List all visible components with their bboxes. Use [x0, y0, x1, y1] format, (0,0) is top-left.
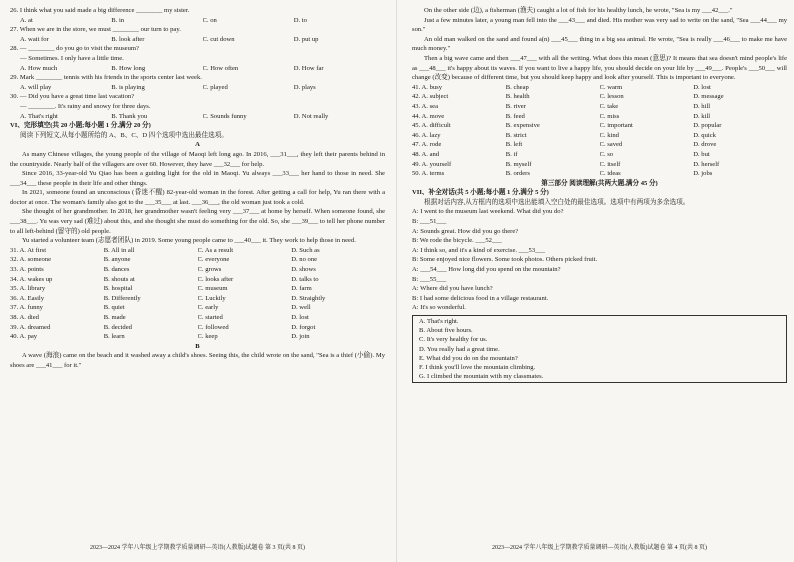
dialog-line: A: ___54___ How long did you spend on the mountain? [412, 266, 561, 274]
option: C. on [202, 16, 217, 24]
question-30: 30. — Did you have a great time last vacation? [10, 93, 135, 101]
question-27: 27. When we are in the store, we must ________ our turn to pay. [10, 26, 181, 34]
options-38: 38. A. died B. made C. started D. lost [10, 314, 309, 321]
section-6-instructions: 阅读下列短文,从每小题所给的 A、B、C、D 四个选项中选出最佳选项。 [20, 131, 228, 139]
choice-item: D. You really had a great time. [419, 345, 500, 353]
option: B. is playing [111, 83, 145, 91]
dialog-line: A: I think so, and it's a kind of exercise. ___53___ [412, 246, 546, 254]
option: D. How far [293, 64, 324, 72]
passage-b-para: A wave (海浪) came on the beach and it washed away a child's shoes. Seeing this, the child wrote on the sand, "Sea is a thief (小偷). My shoes are ___41___ for it." [10, 352, 385, 369]
cloze-options-41-50 [412, 83, 787, 179]
dialog-line: B: Some enjoyed nice flowers. Some took photos. Others picked fruit. [412, 256, 598, 264]
exam-page-4 [412, 6, 787, 556]
passage-a-para: She thought of her grandmother. In 2018, her grandmother wasn't feeling very ___37___ at home by herself. When someone found, she ___38___. Yu was very sad (难过) about this, and she thought she must do something for the old. So, she ___39___ to tell her phone number to all left-behind (留守的) old people. [10, 208, 385, 235]
exam-page-3 [10, 6, 385, 556]
passage-a-para: As many Chinese villages, the young people of the village of Maoqi left long ago. In 2016, ___31___, they left their parents behind in the countryside. Nearly half of the villagers are over 60. However, they have ___32___ for help. [10, 150, 385, 168]
section-6-title: VI、完形填空(共 20 小题;每小题 1 分,满分 20 分) [10, 122, 151, 130]
option: C. played [202, 83, 228, 91]
passage-b-para: An old man walked on the sand and found a(n) ___45___ thing in a big sea animal. He wrote, "Sea is really ___46___ to make me have much money." [412, 35, 787, 53]
option: A. at [20, 16, 33, 24]
passage-b-para: On the other side (边), a fisherman (渔夫) caught a lot of fish for his healthy lunch, he wrote, "Sea is my ___42___." [424, 7, 733, 14]
options-45: 45. A. difficult B. expensive C. important D. popular [412, 122, 722, 130]
option: B. Thank you [111, 112, 148, 120]
dialog-line: A: Where did you have lunch? [412, 285, 493, 293]
passage-a-label: A [195, 141, 200, 149]
option: B. look after [111, 35, 145, 43]
question-26: 26. I think what you said made a big difference ________ my sister. [10, 7, 190, 14]
options-26 [10, 16, 385, 26]
options-35: 35. A. library B. hospital C. museum D. farm [10, 285, 312, 293]
option: A. will play [20, 83, 52, 91]
dialog-line: A: I went to the museum last weekend. What did you do? [412, 208, 564, 216]
options-34: 34. A. wakes up B. shouts at C. looks after D. talks to [10, 275, 319, 283]
question-30-reply: — ________. It's rainy and snowy for three days. [20, 102, 151, 110]
options-49: 49. A. yourself B. myself C. itself D. herself [412, 160, 720, 168]
options-31: 31. A. At first B. All in all C. As a result D. Such as [10, 246, 320, 254]
option: A. How much [20, 64, 58, 72]
question-29: 29. Mark ________ tennis with his friends in the sports center last week. [10, 74, 202, 82]
cloze-options-31-40 [10, 246, 385, 342]
choice-item: C. It's very healthy for us. [419, 336, 488, 344]
option: D. put up [293, 35, 319, 43]
options-42: 42. A. subject B. health C. lesson D. message [412, 93, 724, 101]
option: C. cut down [202, 35, 235, 43]
options-50: 50. A. terms B. orders C. ideas D. jobs [412, 170, 713, 178]
options-43: 43. A. sea B. river C. take D. hill [412, 102, 711, 110]
options-27 [10, 35, 385, 45]
options-36: 36. A. Easily B. Differently C. Luckily D. Straightly [10, 294, 326, 302]
dialog-line: A: Sounds great. How did you go there? [412, 227, 519, 235]
options-44: 44. A. move B. feed C. miss D. kill [412, 112, 711, 120]
options-39: 39. A. dreamed B. decided C. followed D. forgot [10, 323, 316, 331]
page-footer: 2023—2024 学年八年级上学期教学质量调研—英语(人教版)试题卷 第 3 页(共 8 页) [90, 545, 305, 552]
option: C. How often [202, 64, 239, 72]
dialog-line: B: ___55___ [412, 275, 447, 283]
passage-a-para: Yu started a volunteer team (志愿者团队) in 2019. Some young people came to ___40___ it. They work to help those in need. [22, 237, 356, 245]
dialog-line: B: We rode the bicycle. ___52___ [412, 237, 502, 245]
page-divider [396, 0, 397, 562]
passage-b-label: B [195, 342, 200, 350]
options-37: 37. A. funny B. quiet C. early D. well [10, 304, 311, 312]
option: D. plays [293, 83, 316, 91]
choice-item: A. That's right. [419, 318, 459, 325]
page-footer: 2023—2024 学年八年级上学期教学质量调研—英语(人教版)试题卷 第 4 页(共 8 页) [492, 545, 707, 552]
options-40: 40. A. pay B. learn C. keep D. join [10, 333, 310, 341]
passage-b-para: Then a big wave came and then ___47___ with all the writing. What does this mean (意思)? It means that sea doesn't mind people's life as ___48___ it's happy about its waves. If you want to live a happy life, you should decide on your life by ___49___. People's ___50___ will change (改变) because of different time, but you should keep happy and look after yourself. This is important to everyone. [412, 54, 787, 82]
question-28: 28. — ________ do you go to visit the museum? [10, 45, 139, 53]
option: B. How long [111, 64, 146, 72]
choices-box [412, 315, 787, 383]
choice-item: E. What did you do on the mountain? [419, 354, 518, 362]
section-7-title: VII、补全对话(共 5 小题;每小题 1 分,满分 5 分) [412, 189, 549, 197]
options-32: 32. A. someone B. anyone C. everyone D. no one [10, 256, 318, 264]
options-47: 47. A. rode B. left C. saved D. drove [412, 141, 717, 149]
dialog-line: B: I had some delicious food in a village restaurant. [412, 294, 549, 302]
option: B. in [111, 16, 125, 24]
dialog-line: A: It's so wonderful. [412, 304, 466, 312]
part-3-title: 第三部分 阅读理解(共两大题,满分 45 分) [541, 179, 658, 187]
option: D. to [293, 16, 307, 24]
option: C. Sounds funny [202, 112, 247, 120]
choice-item: F. I think you'll love the mountain climbing. [419, 364, 536, 372]
options-28 [10, 64, 385, 74]
passage-a-para: Since 2016, 33-year-old Yu Qiao has been a guiding light for the old in Maoqi. Yu always ___33___ her hand to those in need. She ___34___ these people in their life and other things. [10, 170, 385, 187]
passage-a-para: In 2021, someone found an unconscious (昏迷不醒) 82-year-old woman in the forest. After getting a call for help, Yu ran there with a doctor at once. The woman's family also got to the ___35___ at last. ___36___, the old woman just took a cold. [10, 189, 385, 206]
options-33: 33. A. points B. dances C. grows D. shows [10, 266, 316, 274]
dialog-line: B: ___51___ [412, 218, 447, 226]
choice-item: B. About five hours. [419, 327, 473, 335]
section-7-instructions: 根据对话内容,从方框内的选项中选出能填入空白处的最佳选项。选项中有两项为多余选项。 [424, 198, 690, 206]
option: A. That's right [20, 112, 58, 120]
passage-b-para: Just a few minutes later, a young man fell into the ___43___ and died. His mother was very sad to write on the sand, "Sea ___44___ my son." [412, 16, 787, 34]
options-30 [10, 112, 385, 122]
choice-item: G. I climbed the mountain with my classmates. [419, 373, 544, 381]
question-28-reply: — Sometimes. I only have a little time. [20, 54, 124, 62]
options-46: 46. A. lazy B. strict C. kind D. quick [412, 131, 716, 139]
option: A. wait for [20, 35, 49, 43]
dialog [412, 207, 787, 313]
options-48: 48. A. and B. if C. so D. but [412, 150, 710, 158]
options-29 [10, 83, 385, 93]
options-41: 41. A. busy B. cheap C. warm D. lost [412, 83, 711, 91]
option: D. Not really [293, 112, 329, 120]
